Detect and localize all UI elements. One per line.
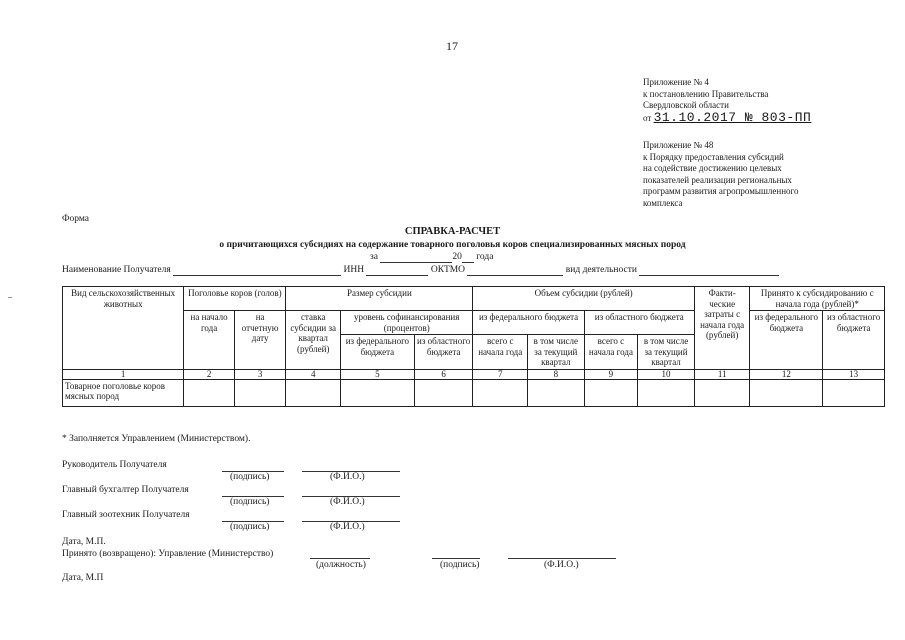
header-accepted-regional: из областного бюджета xyxy=(823,311,885,370)
appendix-48-line2: к Порядку предоставления субсидий xyxy=(643,151,784,162)
col-number: 5 xyxy=(340,369,414,379)
table-row xyxy=(63,379,885,406)
fio-caption: (Ф.И.О.) xyxy=(330,522,365,532)
document-subtitle: о причитающихся субсидиях на содержание товарного поголовья коров специализированных мясных пород xyxy=(219,240,686,250)
fio-caption: (Ф.И.О.) xyxy=(330,472,365,482)
header-livestock-beginning: на начало года xyxy=(184,311,235,370)
appendix-4-line1: Приложение № 4 xyxy=(643,77,709,87)
header-subsidy-size: Размер субсидии xyxy=(286,287,473,311)
table-cell[interactable] xyxy=(750,379,823,406)
table-cell[interactable] xyxy=(234,379,286,406)
header-subsidy-volume: Объем субсидии (рублей) xyxy=(473,287,694,311)
fio-caption: (Ф.И.О.) xyxy=(330,497,365,507)
subsidy-table xyxy=(62,286,885,407)
activity-label: вид деятельности xyxy=(565,265,637,276)
header-rate: ставка субсидии за квартал (рублей) xyxy=(286,311,341,370)
page-number: 17 xyxy=(446,39,458,53)
appendix-48-line5: программ развития агропромышленного xyxy=(643,186,799,196)
appendix-4-header xyxy=(643,77,811,124)
header-accepted-federal: из федерального бюджета xyxy=(750,311,823,370)
col-number: 1 xyxy=(63,369,184,379)
col-number: 10 xyxy=(638,369,695,379)
header-livestock-reporting: на отчетную дату xyxy=(234,311,286,370)
header-reg-quarter: в том числе за текущий квартал xyxy=(638,335,695,370)
recipient-name-field[interactable] xyxy=(173,265,341,276)
col-number: 3 xyxy=(234,369,286,379)
col-number: 4 xyxy=(286,369,341,379)
header-reg-total: всего с начала года xyxy=(584,335,638,370)
form-label: Форма xyxy=(62,214,90,224)
year-blank[interactable] xyxy=(462,252,474,263)
signature-caption: (подпись) xyxy=(440,560,480,570)
header-accepted: Принято к субсидированию с начала года (рублей)* xyxy=(750,287,885,311)
appendix-4-line3: Свердловской области xyxy=(643,100,729,110)
footnote: * Заполняется Управлением (Министерством). xyxy=(62,434,251,444)
header-fed-total: всего с начала года xyxy=(473,335,528,370)
appendix-48-line6: комплекса xyxy=(643,197,683,208)
accepted-fio-line[interactable] xyxy=(508,557,616,559)
header-animal-type: Вид сельскохозяйственных животных xyxy=(63,287,184,370)
accepted-label: Принято (возвращено): Управление (Министерство) xyxy=(62,549,274,559)
zootechnician-signature-label: Главный зоотехник Получателя xyxy=(62,510,190,520)
appendix-4-line2: к постановлению Правительства xyxy=(643,88,769,99)
table-cell[interactable] xyxy=(638,379,695,406)
signature-caption: (подпись) xyxy=(230,472,270,482)
recipient-line xyxy=(62,265,779,276)
header-from-regional: из областного бюджета xyxy=(584,311,694,335)
activity-field[interactable] xyxy=(639,265,779,276)
head-signature-label: Руководитель Получателя xyxy=(62,460,167,470)
row-label: Товарное поголовье коров мясных пород xyxy=(63,379,184,406)
table-cell[interactable] xyxy=(414,379,473,406)
col-number: 7 xyxy=(473,369,528,379)
table-cell[interactable] xyxy=(184,379,235,406)
oktmo-field[interactable] xyxy=(467,265,563,276)
appendix-48-line3: на содействие достижению целевых xyxy=(643,163,782,173)
header-cofinancing: уровень софинансирования (процентов) xyxy=(340,311,472,335)
table-cell[interactable] xyxy=(584,379,638,406)
date-stamp-2: Дата, М.П xyxy=(62,573,104,583)
table-cell[interactable] xyxy=(823,379,885,406)
inn-field[interactable] xyxy=(366,265,428,276)
period-middle: 20 xyxy=(452,252,462,263)
table-cell[interactable] xyxy=(473,379,528,406)
date-stamp: Дата, М.П. xyxy=(62,537,106,547)
recipient-name-label: Наименование Получателя xyxy=(62,265,171,276)
period-blank[interactable] xyxy=(380,252,452,263)
accepted-signature-line[interactable] xyxy=(432,557,480,559)
header-cofin-regional: из областного бюджета xyxy=(414,335,473,370)
inn-label: ИНН xyxy=(343,265,365,276)
signature-caption: (подпись) xyxy=(230,497,270,507)
period-prefix: за xyxy=(370,252,378,263)
col-number: 11 xyxy=(694,369,750,379)
appendix-48-header xyxy=(643,140,799,209)
appendix-48-line1: Приложение № 48 xyxy=(643,140,714,150)
table-cell[interactable] xyxy=(286,379,341,406)
col-number: 13 xyxy=(823,369,885,379)
position-caption: (должность) xyxy=(316,560,366,570)
accountant-signature-label: Главный бухгалтер Получателя xyxy=(62,485,189,495)
header-actual-costs: Факти-ческие затраты с начала года (рублей) xyxy=(694,287,750,370)
header-from-federal: из федерального бюджета xyxy=(473,311,584,335)
position-line[interactable] xyxy=(310,557,370,559)
document-title: СПРАВКА-РАСЧЕТ xyxy=(404,226,501,237)
col-number: 12 xyxy=(750,369,823,379)
table-cell[interactable] xyxy=(528,379,585,406)
header-livestock: Поголовье коров (голов) xyxy=(184,287,286,311)
appendix-48-line4: показателей реализации региональных xyxy=(643,174,792,185)
header-cofin-federal: из федерального бюджета xyxy=(340,335,414,370)
appendix-4-date-prefix: от xyxy=(643,112,652,123)
col-number: 6 xyxy=(414,369,473,379)
period-suffix: года xyxy=(476,252,494,263)
table-cell[interactable] xyxy=(694,379,750,406)
signature-caption: (подпись) xyxy=(230,522,270,532)
col-number: 8 xyxy=(528,369,585,379)
oktmo-label: ОКТМО xyxy=(430,265,466,276)
appendix-4-date-value: 31.10.2017 № 803-ПП xyxy=(653,109,812,125)
col-number: 2 xyxy=(184,369,235,379)
fio-caption: (Ф.И.О.) xyxy=(544,560,579,570)
table-cell[interactable] xyxy=(340,379,414,406)
header-fed-quarter: в том числе за текущий квартал xyxy=(528,335,585,370)
margin-mark xyxy=(8,297,12,298)
period-line xyxy=(370,252,493,263)
col-number: 9 xyxy=(584,369,638,379)
